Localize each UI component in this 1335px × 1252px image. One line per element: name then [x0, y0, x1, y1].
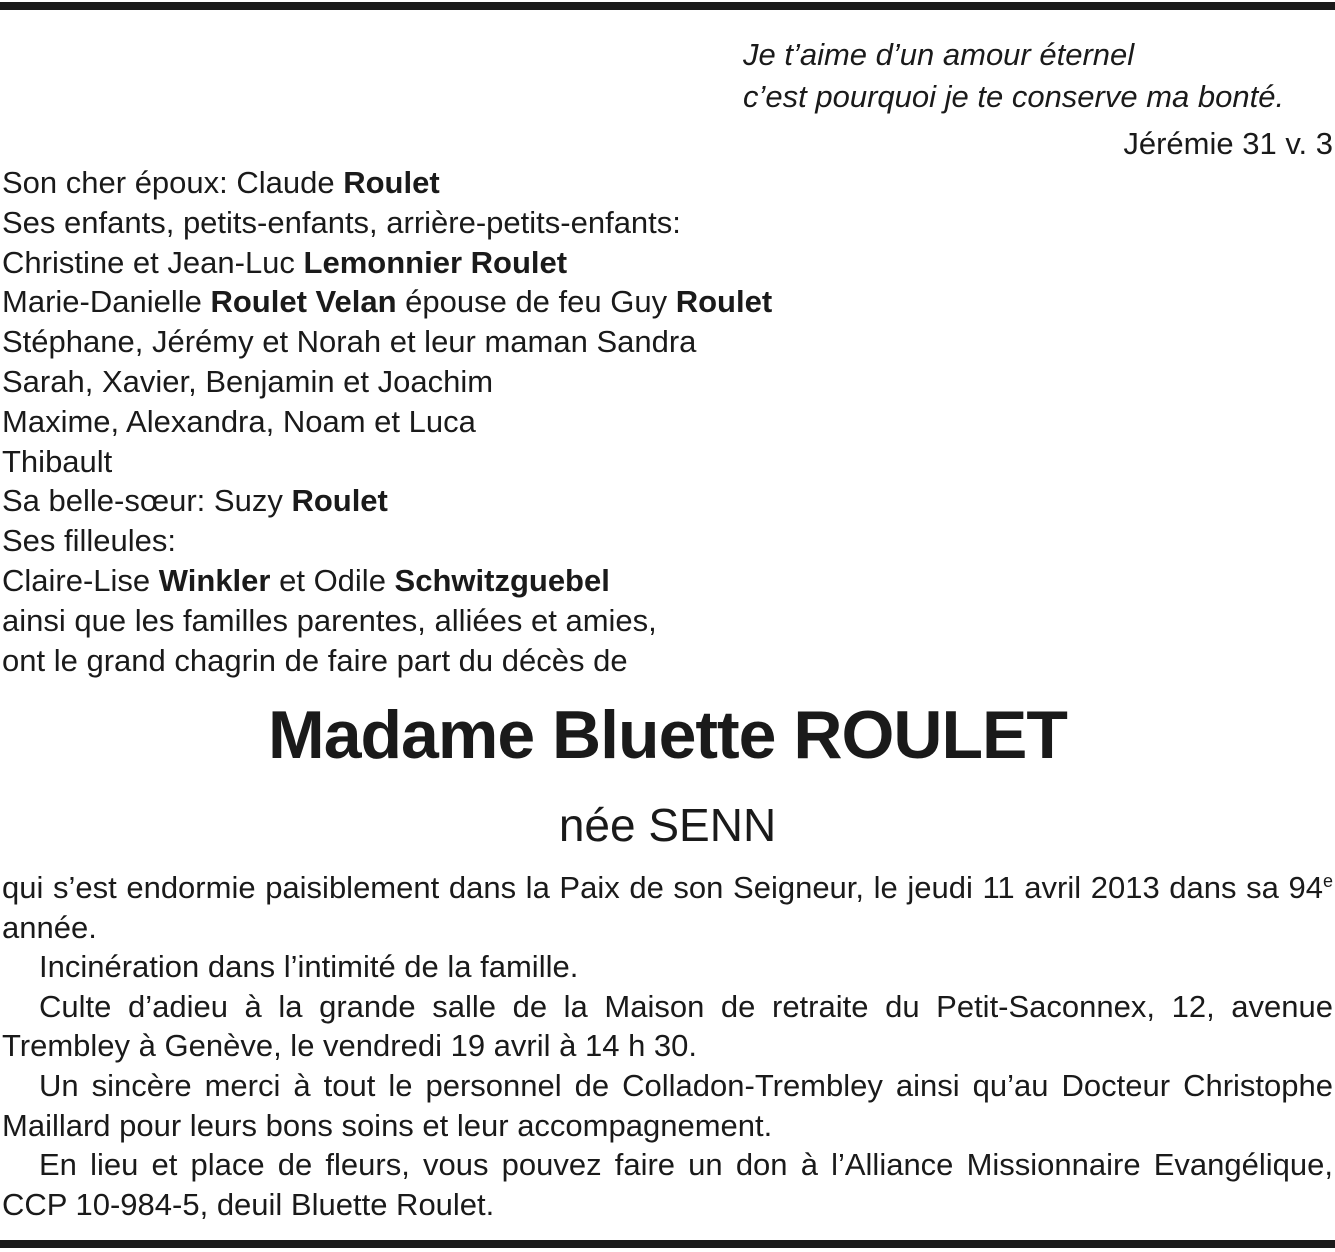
family-surname: Roulet Velan — [210, 284, 397, 320]
verse-line-1: Je t’aime d’un amour éternel — [743, 37, 1135, 72]
paragraph-text: qui s’est endormie paisiblement dans la Paix de son Seigneur, le jeudi 11 avril 2013 dans sa 94 — [2, 870, 1323, 905]
family-text: Claire-Lise — [2, 562, 159, 598]
family-line: Sarah, Xavier, Benjamin et Joachim — [2, 363, 494, 399]
verse-reference: Jérémie 31 v. 3 — [1123, 126, 1333, 161]
top-rule — [0, 2, 1335, 10]
family-text: Sa belle-sœur: Suzy — [2, 483, 292, 519]
family-line: ont le grand chagrin de faire part du décès de — [2, 642, 628, 678]
paragraph-thanks: Un sincère merci à tout le personnel de Colladon-Trembley ainsi qu’au Docteur Christophe Maillard pour leurs bons soins et leur accompagnement. — [2, 1067, 1333, 1143]
family-line — [2, 481, 1332, 521]
family-text: Son cher époux: Claude — [2, 165, 344, 200]
family-line — [2, 243, 1332, 283]
family-text: Marie-Danielle — [2, 284, 211, 320]
family-line: Thibault — [2, 443, 113, 479]
verse-line-2: c’est pourquoi je te conserve ma bonté. — [743, 79, 1285, 114]
family-text: Christine et Jean-Luc — [2, 244, 304, 280]
family-line — [2, 282, 1332, 322]
deceased-name: Madame Bluette ROULET — [268, 697, 1067, 773]
family-surname: Lemonnier Roulet — [303, 244, 568, 280]
bible-verse — [743, 34, 1333, 118]
family-line — [2, 561, 1332, 601]
maiden-name: née SENN — [558, 799, 777, 851]
family-text: et Odile — [270, 562, 395, 598]
paragraph-donation: En lieu et place de fleurs, vous pouvez faire un don à l’Alliance Missionnaire Evangélique, CCP 10-984-5, deuil Bluette Roulet. — [2, 1147, 1333, 1222]
family-line — [2, 163, 1332, 203]
family-line: Maxime, Alexandra, Noam et Luca — [2, 403, 476, 439]
ordinal-superscript: e — [1322, 871, 1333, 891]
family-line: Ses enfants, petits-enfants, arrière-petits-enfants: — [2, 204, 681, 240]
family-text: épouse de feu Guy — [396, 284, 676, 320]
family-surname: Roulet — [343, 165, 440, 200]
paragraph-text: année. — [2, 909, 97, 945]
family-surname: Roulet — [291, 483, 388, 519]
family-surname: Roulet — [675, 284, 773, 320]
family-list — [2, 163, 1332, 680]
paragraph-death — [2, 868, 1333, 947]
family-line: Ses filleules: — [2, 523, 177, 559]
family-surname: Winkler — [158, 562, 271, 598]
bottom-rule — [0, 1240, 1335, 1248]
announcement-body — [2, 868, 1333, 1224]
paragraph-cremation: Incinération dans l’intimité de la famille. — [39, 949, 579, 985]
family-line: ainsi que les familles parentes, alliées et amies, — [2, 602, 657, 638]
family-line: Stéphane, Jérémy et Norah et leur maman Sandra — [2, 324, 697, 360]
family-surname: Schwitzguebel — [394, 562, 610, 598]
paragraph-service: Culte d’adieu à la grande salle de la Maison de retraite du Petit-Saconnex, 12, avenue Trembley à Genève, le vendredi 19 avril à 14 h 30. — [2, 988, 1333, 1064]
